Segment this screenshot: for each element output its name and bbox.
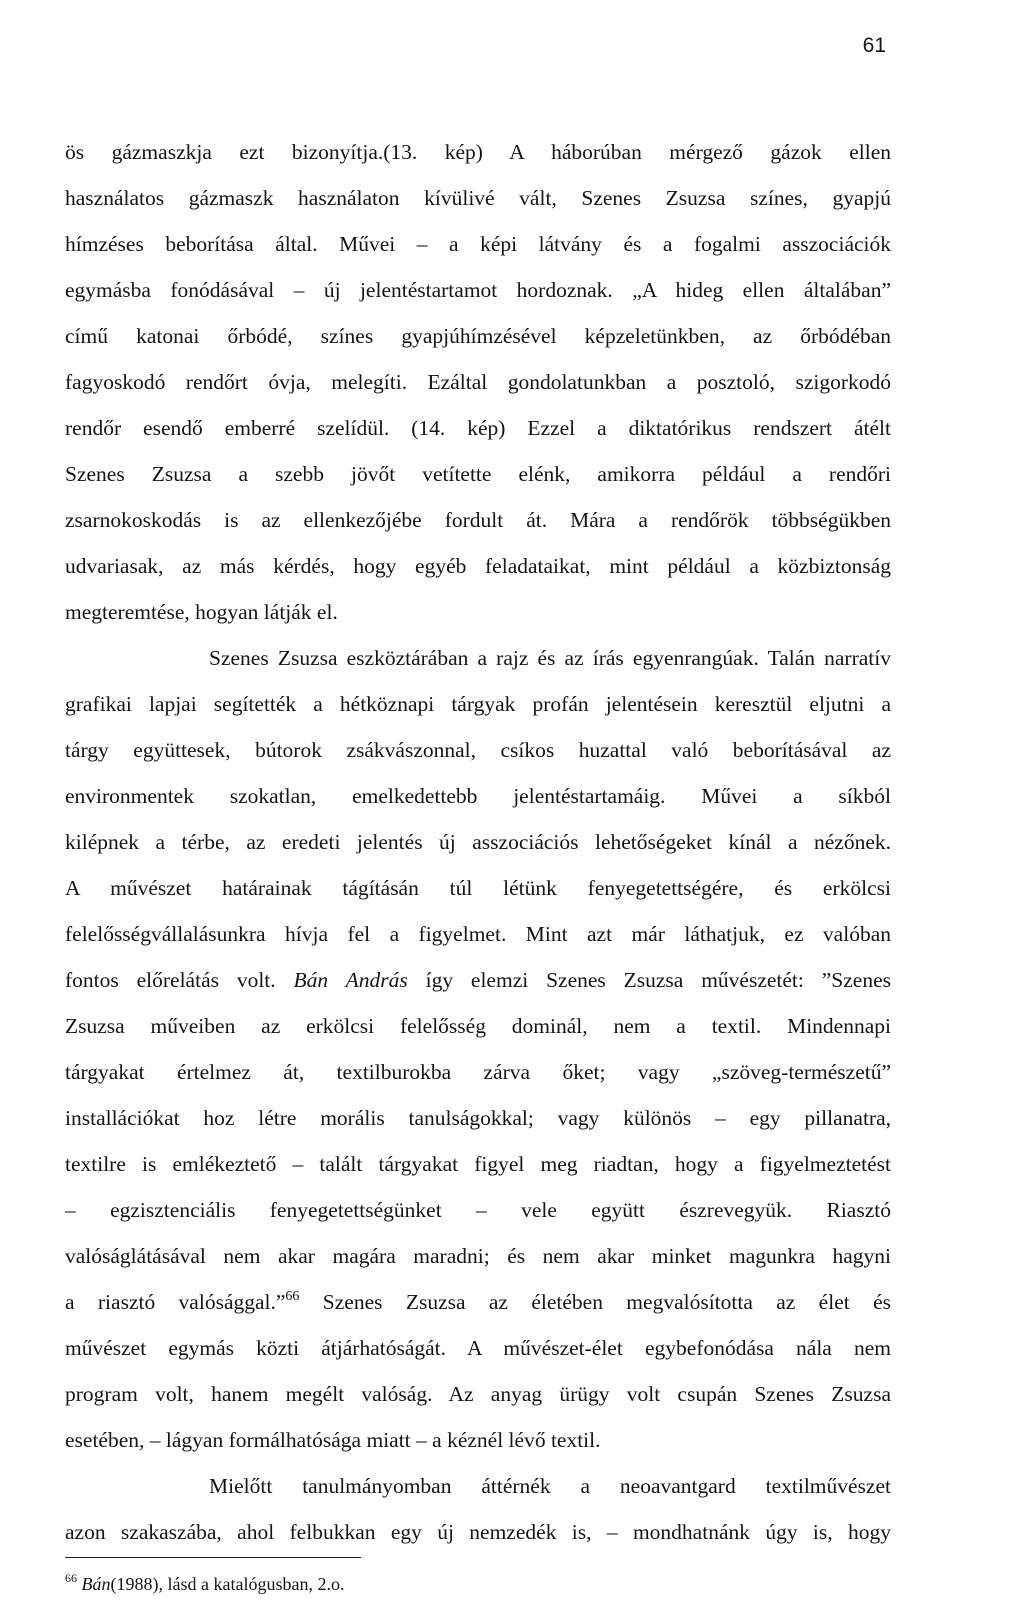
text-line: egymásba fonódásával – új jelentéstartamot hordoznak. „A hideg ellen általában”: [65, 278, 891, 302]
page-number: 61: [862, 34, 886, 57]
text-segment: fontos előrelátás volt.: [65, 968, 294, 992]
text-line: udvariasak, az más kérdés, hogy egyéb feladataikat, mint például a közbiztonság: [65, 554, 891, 578]
text-line: esetében, – lágyan formálhatósága miatt – a kéznél lévő textil.: [65, 1428, 601, 1452]
footnote: [65, 1571, 345, 1595]
cited-author: Bán András: [293, 968, 408, 992]
text-line: Szenes Zsuzsa a szebb jövőt vetítette elénk, amikorra például a rendőri: [65, 462, 891, 486]
text-line: rendőr esendő emberré szelídül. (14. kép) Ezzel a diktatórikus rendszert átélt: [65, 416, 891, 440]
text-line: tárgy együttesek, bútorok zsákvászonnal, csíkos huzattal való beborításával az: [65, 738, 891, 762]
text-line: [65, 966, 891, 994]
text-line: zsarnokoskodás is az ellenkezőjébe fordult át. Mára a rendőrök többségükben: [65, 508, 891, 532]
text-line: A művészet határainak tágításán túl létünk fenyegetettségére, és erkölcsi: [65, 876, 891, 900]
text-segment: Szenes Zsuzsa az életében megvalósította az élet és: [299, 1290, 891, 1314]
footnote-separator: [65, 1557, 361, 1558]
text-line: kilépnek a térbe, az eredeti jelentés új asszociációs lehetőségeket kínál a nézőnek.: [65, 830, 891, 854]
text-line: megteremtése, hogyan látják el.: [65, 600, 338, 624]
text-line: Szenes Zsuzsa eszköztárában a rajz és az írás egyenrangúak. Talán narratív: [209, 646, 891, 670]
text-line: tárgyakat értelmez át, textilburokba zárva őket; vagy „szöveg-természetű”: [65, 1060, 891, 1084]
text-line: című katonai őrbódé, színes gyapjúhímzésével képzeletünkben, az őrbódéban: [65, 324, 891, 348]
text-line: – egzisztenciális fenyegetettségünket – vele együtt észrevegyük. Riasztó: [65, 1198, 891, 1222]
text-line: environmentek szokatlan, emelkedettebb jelentéstartamáig. Művei a síkból: [65, 784, 891, 808]
text-line: Zsuzsa műveiben az erkölcsi felelősség dominál, nem a textil. Mindennapi: [65, 1014, 891, 1038]
text-line: fagyoskodó rendőrt óvja, melegíti. Ezáltal gondolatunkban a posztoló, szigorkodó: [65, 370, 891, 394]
footnote-number: 66: [65, 1571, 77, 1585]
text-segment: a riasztó valósággal.”: [65, 1290, 286, 1314]
text-line: használatos gázmaszk használaton kívülivé vált, Szenes Zsuzsa színes, gyapjú: [65, 186, 891, 210]
text-line: [65, 1288, 891, 1320]
text-line: ös gázmaszkja ezt bizonyítja.(13. kép) A háborúban mérgező gázok ellen: [65, 140, 891, 164]
text-segment: így elemzi Szenes Zsuzsa művészetét: ”Szenes: [407, 968, 891, 992]
text-line: művészet egymás közti átjárhatóságát. A művészet-élet egybefonódása nála nem: [65, 1336, 891, 1360]
text-line: hímzéses beborítása által. Művei – a képi látvány és a fogalmi asszociációk: [65, 232, 891, 256]
text-line: Mielőtt tanulmányomban áttérnék a neoavantgard textilművészet: [209, 1474, 891, 1498]
footnote-text: (1988), lásd a katalógusban, 2.o.: [110, 1574, 345, 1594]
text-line: grafikai lapjai segítették a hétköznapi tárgyak profán jelentésein keresztül eljutni a: [65, 692, 891, 716]
footnote-reference: 66: [285, 1289, 300, 1304]
text-line: program volt, hanem megélt valóság. Az anyag ürügy volt csupán Szenes Zsuzsa: [65, 1382, 891, 1406]
text-line: installációkat hoz létre morális tanulságokkal; vagy különös – egy pillanatra,: [65, 1106, 891, 1130]
footnote-author: Bán: [81, 1574, 111, 1594]
text-line: valóságlátásával nem akar magára maradni; és nem akar minket magunkra hagyni: [65, 1244, 891, 1268]
text-line: textilre is emlékeztető – talált tárgyakat figyel meg riadtan, hogy a figyelmeztetést: [65, 1152, 891, 1176]
text-line: azon szakaszába, ahol felbukkan egy új nemzedék is, – mondhatnánk úgy is, hogy: [65, 1520, 891, 1544]
text-line: felelősségvállalásunkra hívja fel a figyelmet. Mint azt már láthatjuk, ez valóban: [65, 922, 891, 946]
